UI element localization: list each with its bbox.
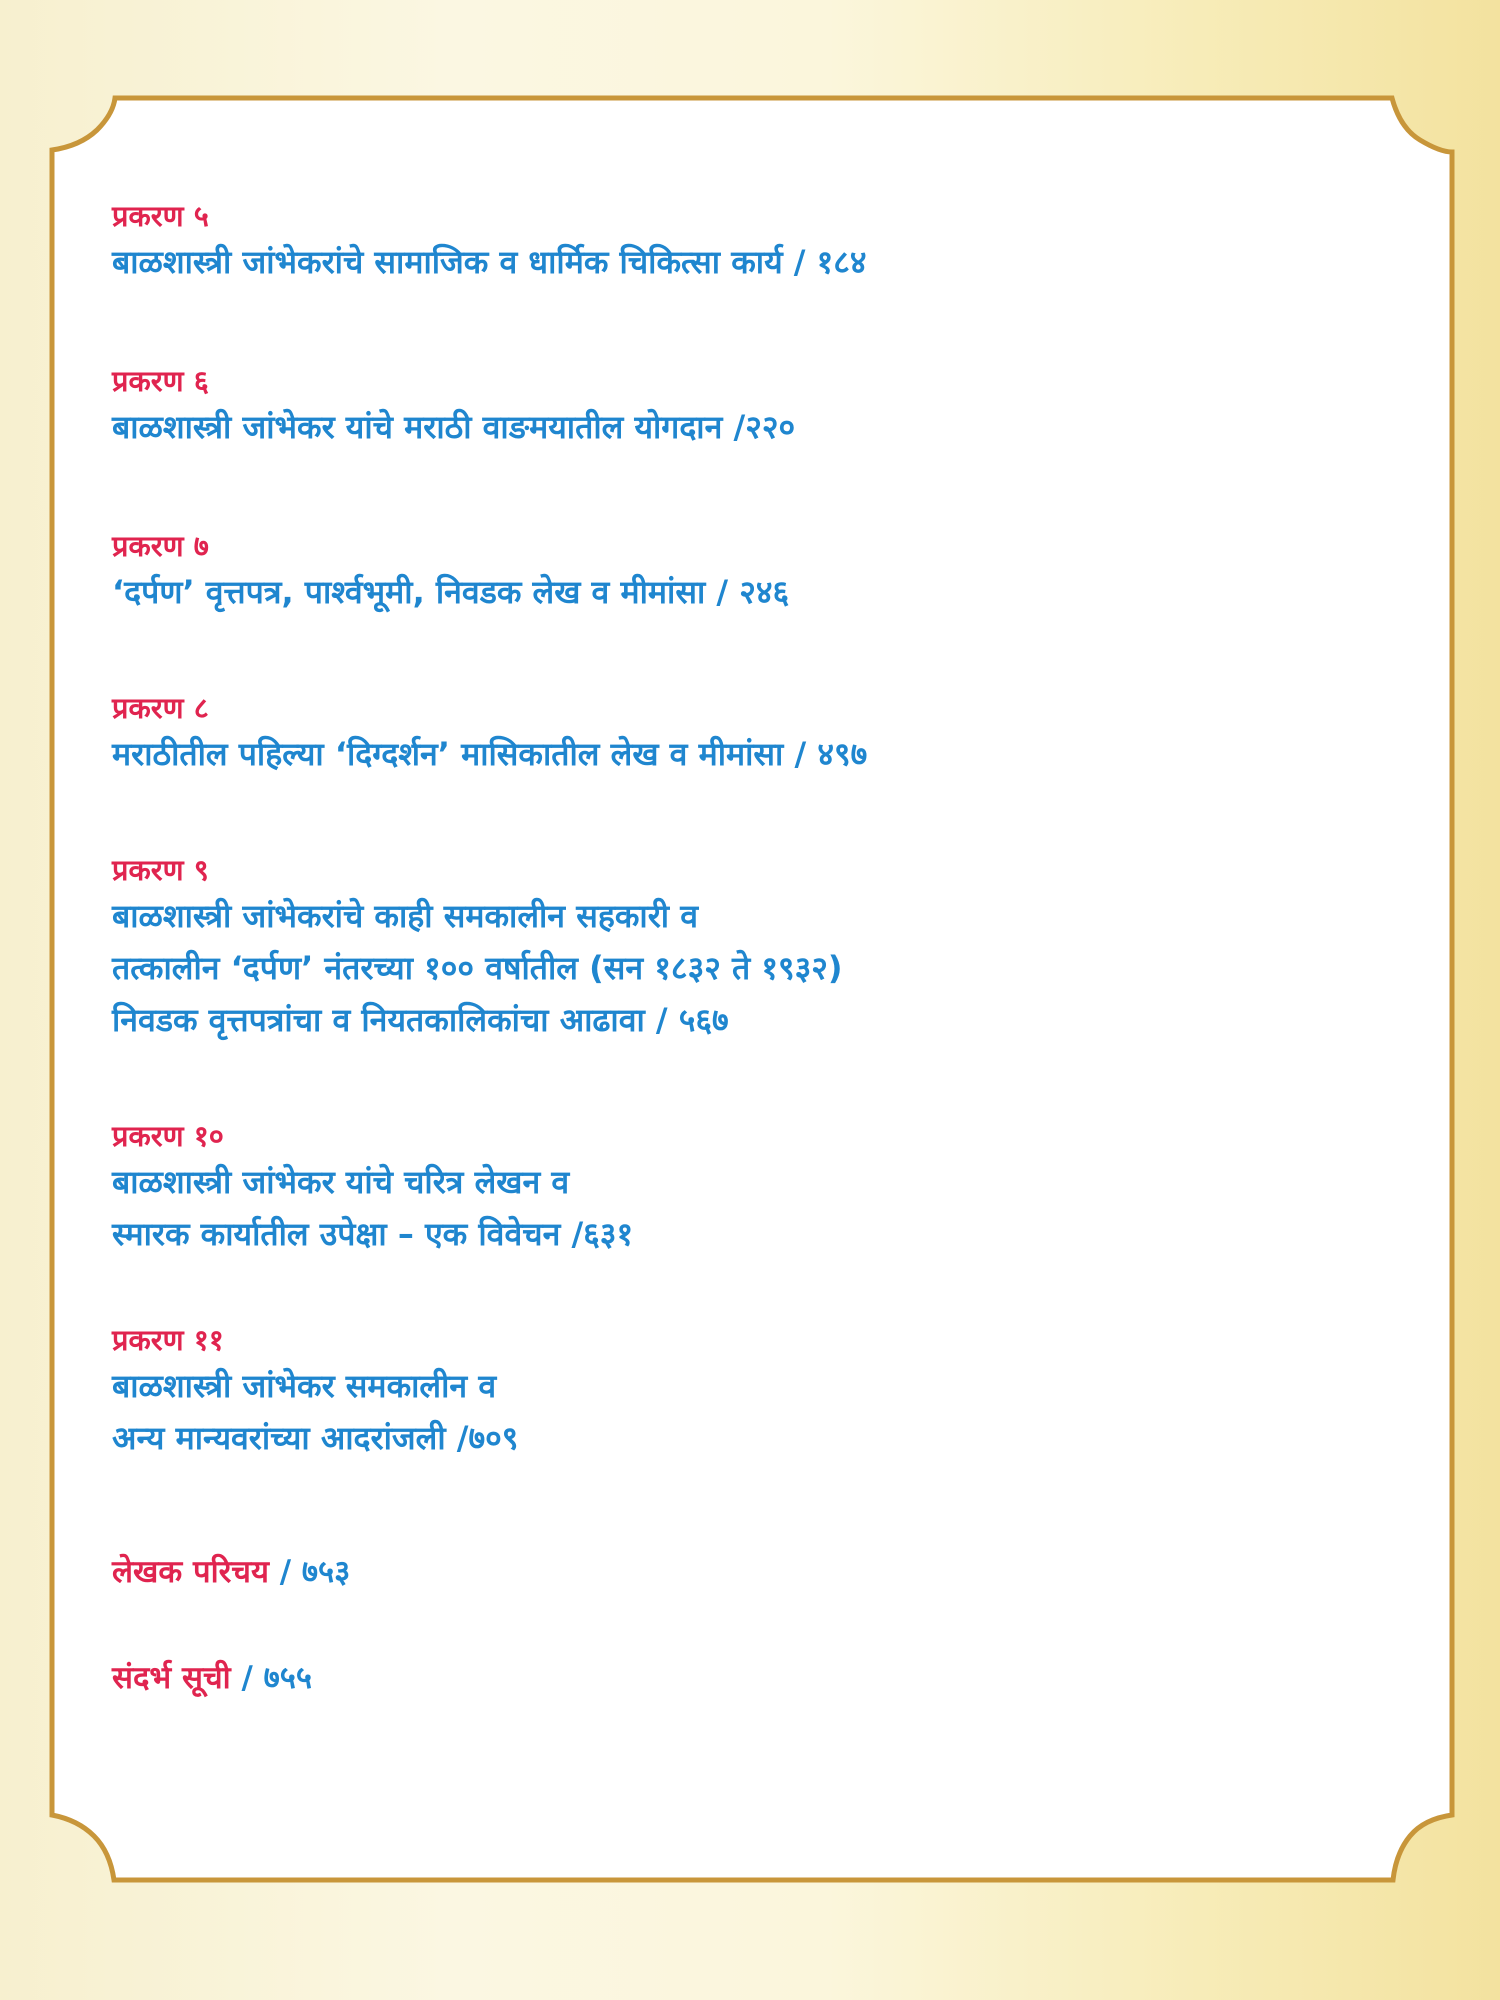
chapter-entry-line: तत्कालीन ‘दर्पण’ नंतरच्या १०० वर्षातील (सन १८३२ ते १९३२) bbox=[112, 949, 843, 987]
chapter-entry-line: अन्य मान्यवरांच्या आदरांजली /७०९ bbox=[112, 1419, 519, 1457]
chapter-5 bbox=[112, 196, 1372, 288]
chapter-9 bbox=[112, 850, 1372, 1046]
chapter-entry-line: बाळशास्त्री जांभेकर यांचे मराठी वाङमयातील योगदान /२२० bbox=[112, 408, 796, 446]
chapter-title: प्रकरण ९ bbox=[112, 853, 209, 887]
chapter-8 bbox=[112, 688, 1372, 780]
chapter-title: प्रकरण ७ bbox=[112, 529, 209, 563]
chapter-entry-line: बाळशास्त्री जांभेकर समकालीन व bbox=[112, 1367, 497, 1405]
chapter-title: प्रकरण ८ bbox=[112, 691, 209, 725]
entry-separator: / bbox=[241, 1660, 253, 1696]
entry-page-number: ७५३ bbox=[301, 1554, 351, 1590]
chapter-title: प्रकरण १० bbox=[112, 1119, 224, 1153]
references-entry bbox=[112, 1656, 312, 1700]
chapter-title: प्रकरण ६ bbox=[112, 364, 209, 398]
chapter-7 bbox=[112, 526, 1372, 618]
chapter-entry-line: बाळशास्त्री जांभेकर यांचे चरित्र लेखन व bbox=[112, 1163, 570, 1201]
entry-separator: / bbox=[279, 1554, 292, 1590]
chapter-10 bbox=[112, 1116, 1372, 1260]
chapter-entry-line: मराठीतील पहिल्या ‘दिग्दर्शन’ मासिकातील लेख व मीमांसा / ४९७ bbox=[112, 735, 868, 773]
entry-label: लेखक परिचय bbox=[112, 1554, 269, 1590]
chapter-entry-line: बाळशास्त्री जांभेकरांचे सामाजिक व धार्मिक चिकित्सा कार्य / १८४ bbox=[112, 243, 867, 281]
chapter-entry-line: स्मारक कार्यातील उपेक्षा – एक विवेचन /६३१ bbox=[112, 1215, 634, 1253]
chapter-entry-line: बाळशास्त्री जांभेकरांचे काही समकालीन सहकारी व bbox=[112, 897, 699, 935]
chapter-title: प्रकरण ११ bbox=[112, 1323, 224, 1357]
entry-label: संदर्भ सूची bbox=[112, 1660, 231, 1696]
chapter-title: प्रकरण ५ bbox=[112, 199, 209, 233]
chapter-entry-line: ‘दर्पण’ वृत्तपत्र, पार्श्वभूमी, निवडक लेख व मीमांसा / २४६ bbox=[112, 573, 790, 611]
chapter-entry-line: निवडक वृत्तपत्रांचा व नियतकालिकांचा आढावा / ५६७ bbox=[112, 1001, 729, 1039]
chapter-6 bbox=[112, 361, 1372, 453]
chapter-11 bbox=[112, 1320, 1372, 1464]
entry-page-number: ७५५ bbox=[263, 1660, 312, 1696]
author-intro-entry bbox=[112, 1550, 350, 1594]
